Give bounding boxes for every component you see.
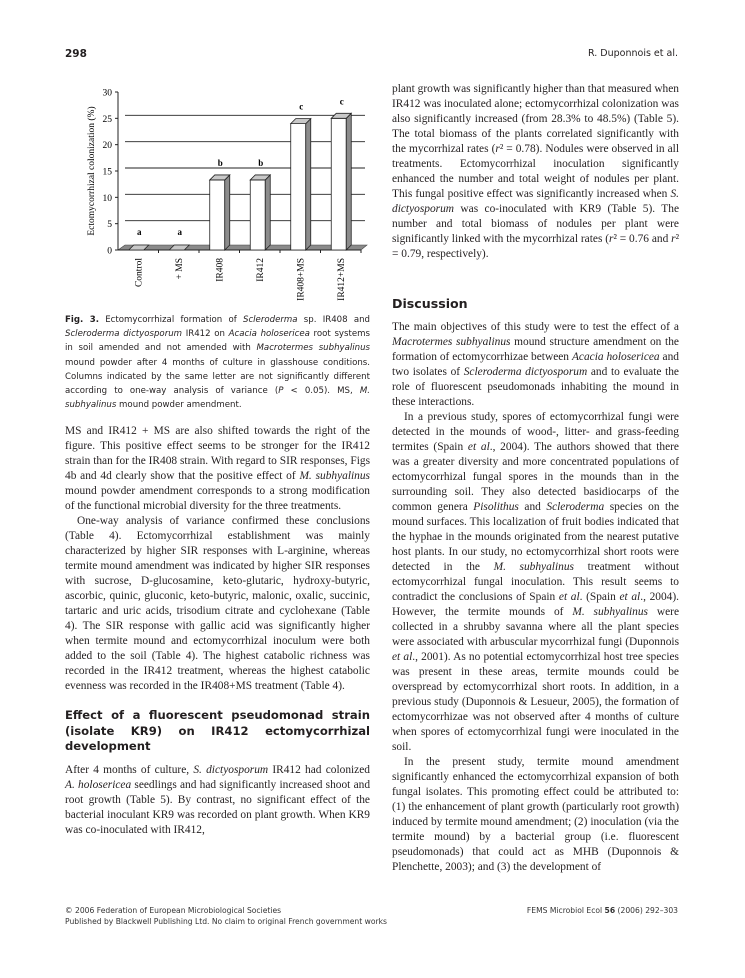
- y-tick-label: 15: [102, 167, 112, 178]
- significance-letter: c: [339, 96, 344, 107]
- paragraph: [392, 410, 679, 755]
- italic-text: r: [671, 233, 676, 245]
- text-run: and: [518, 500, 547, 513]
- text-run: sp. IR408 and: [297, 315, 371, 325]
- italic-text: et al: [619, 590, 641, 603]
- text-run: plant growth was significantly higher than that measured when IR412 was inoculated alone; ectomycorrhizal colonization was also significantly increased (from 28.3% to 48.5%) (Table 5). The total biomass of the plants correlated significantly with the mycorrhizal rates (: [392, 83, 679, 155]
- text-run: treatment without ectomycorrhizal fungal inoculation. This result seems to contradict the conclusions of Spain: [392, 560, 680, 603]
- italic-text: M. subhyalinus: [572, 605, 648, 618]
- text-run: mound powder amendment corresponds to a strong modification of the functional microbial diversity for the three treatments.: [65, 485, 370, 512]
- text-run: seedlings and had significantly increased shoot and root growth (Table 5). By contrast, no significant effect of the bacterial inoculant KR9 was recorded on plant growth. When KR9 was co-inoculated with IR412,: [65, 778, 371, 836]
- text-run: Ectomycorrhizal formation of: [98, 315, 243, 325]
- paragraph: [65, 424, 370, 514]
- text-run: and to evaluate the role of fluorescent pseudomonads inhabiting the mound in these interactions.: [392, 365, 679, 408]
- y-tick-label: 5: [107, 220, 112, 231]
- italic-text: Acacia holosericea: [571, 350, 660, 363]
- right-column: [392, 82, 679, 875]
- italic-text: Pisolithus: [473, 500, 519, 513]
- journal-year-pages: (2006) 292–303: [615, 906, 678, 915]
- text-run: IR412 on: [182, 329, 229, 340]
- text-run: After 4 months of culture,: [65, 763, 194, 776]
- italic-text: Scleroderma dictyosporum: [65, 329, 183, 340]
- y-axis-label: Ectomycorrhizal colonization (%): [87, 106, 97, 236]
- bar-side: [265, 175, 270, 250]
- italic-text: Acacia holosericea: [228, 329, 310, 340]
- significance-letter: a: [177, 227, 182, 237]
- text-run: species on the mound surfaces. This localization of fruit bodies indicated that the hyphae in the mounds originated from the nearest putative host plants. In our study, no ectomycorrhizal short roots were detected in the: [392, 500, 679, 573]
- text-run: ² = 0.76 and: [613, 233, 672, 245]
- paragraph: [392, 755, 679, 875]
- text-run: The main objectives of this study were to test the effect of a: [392, 320, 679, 333]
- page-number: 298: [65, 48, 87, 60]
- left-column: [65, 424, 370, 838]
- text-run: ² = 0.78). Nodules were observed in all treatments. Ectomycorrhizal inoculation significantly enhanced the number and total weight of nodules per plant. This fungal positive effect was significantly increased when: [392, 143, 679, 200]
- text-run: mound powder amendment.: [116, 400, 242, 411]
- paragraph: [65, 514, 370, 694]
- figure-caption: [65, 313, 370, 412]
- italic-text: r: [609, 233, 614, 245]
- running-head: R. Duponnois et al.: [587, 48, 678, 59]
- bar: [291, 124, 306, 250]
- journal-volume: 56: [604, 906, 616, 915]
- journal-name: FEMS Microbiol Ecol: [526, 906, 605, 915]
- italic-text: et al: [558, 590, 580, 603]
- italic-text: M. subhyalinus: [493, 560, 574, 573]
- italic-text: M. subhyalinus: [299, 470, 370, 482]
- italic-text: r: [495, 143, 500, 155]
- text-run: . (Spain: [579, 590, 620, 603]
- text-run: ., 2004). However, the termite mounds of: [392, 590, 679, 618]
- bar: [250, 180, 265, 250]
- bar-side: [306, 119, 311, 250]
- significance-letter: b: [258, 157, 264, 168]
- chart-floor: [118, 245, 367, 250]
- paragraph: [392, 82, 679, 262]
- figure-3-chart: [60, 80, 380, 310]
- italic-text: et al: [467, 440, 490, 453]
- text-run: mound powder after 4 months of culture in glasshouse conditions. Columns indicated by the same letter are not significantly different according to one-way analysis of variance (: [65, 357, 370, 397]
- italic-text: S. dictyosporum: [392, 188, 679, 215]
- caption-text: [65, 315, 370, 410]
- x-tick-label: IR408+MS: [296, 258, 307, 301]
- italic-text: et al: [392, 650, 413, 663]
- significance-letter: c: [299, 101, 304, 112]
- copyright: © 2006 Federation of European Microbiological Societies: [65, 906, 282, 915]
- bar: [331, 118, 346, 250]
- bar-side: [225, 175, 230, 250]
- significance-letter: b: [217, 157, 223, 168]
- italic-text: A. holosericea: [65, 778, 132, 791]
- caption-label: Fig. 3.: [65, 315, 99, 325]
- discussion-heading: Discussion: [392, 296, 468, 311]
- text-run: ., 2004). The authors showed that there was a greater diversity and more concentrated populations of ectomycorrhizal fungal spores in the mounds than in the surrounding soil. They also detected basidiocarps of the common genera: [392, 440, 679, 513]
- text-run: < 0.05). MS,: [283, 386, 360, 397]
- text-run: was co-inoculated with KR9 (Table 5). The number and total biomass of nodules per plant were significantly linked with the mycorrhizal rates (: [392, 203, 679, 245]
- italic-text: S. dictyosporum: [193, 763, 269, 776]
- significance-letter: a: [137, 227, 142, 237]
- footer-left: [65, 905, 387, 927]
- text-run: One-way analysis of variance confirmed these conclusions (Table 4). Ectomycorrhizal establishment was mainly characterized by higher SIR responses with L-arginine, whereas termite mound amendment was indicated by higher SIR responses with sucrose, D-glucosamine, keto-glutaric, hydroxy-butyric, ascorbic, quinic, gluconic, keto-butyric, malonic, oxalic, succinic, tartaric and uric acids, trisodium citrate and cyclohexane (Table 4). The SIR response with gallic acid was significantly higher when termite mound and ectomycorrhizal inoculum were both added to the soil (Table 4). The highest catabolic richness was recorded in the IR412 treatment, whereas the highest catabolic evenness was recorded in the IR408+MS treatment (Table 4).: [65, 515, 370, 692]
- x-tick-label: IR412+MS: [336, 258, 347, 301]
- y-tick-label: 20: [102, 141, 112, 152]
- italic-text: Macrotermes subhyalinus: [392, 335, 511, 348]
- italic-text: P: [278, 386, 284, 397]
- bar-side: [346, 113, 351, 250]
- section-heading: Effect of a fluorescent pseudomonad strain (isolate KR9) on IR412 ectomycorrhizal development: [65, 708, 370, 753]
- italic-text: M. subhyalinus: [65, 386, 370, 411]
- bar: [210, 180, 225, 250]
- y-tick-label: 0: [107, 246, 112, 257]
- italic-text: Scleroderma dictyosporum: [463, 365, 588, 378]
- y-tick-label: 25: [102, 114, 112, 125]
- x-tick-label: IR408: [215, 258, 226, 282]
- x-tick-label: Control: [134, 258, 145, 288]
- text-run: In a previous study, spores of ectomycorrhizal fungi were detected in the mounds of wood-, litter- and grass-feeding termites (Spain: [392, 410, 679, 453]
- italic-text: Scleroderma: [546, 500, 605, 513]
- text-run: In the present study, termite mound amendment significantly enhanced the ectomycorrhizal expansion of both fungal isolates. This promoting effect could be attributed to: (1) the enhancement of plant growth (particularly root growth) induced by termite mound amendment; (2) inoculation (via the termite mound) by a bacterial group (i.e. fluorescent pseudomonads) that could act as MHB (Duponnois & Plenchette, 2003); and (3) the development of: [392, 755, 679, 873]
- y-tick-label: 10: [102, 193, 112, 204]
- text-run: MS and IR412 + MS are also shifted towards the right of the figure. This positive effect seems to be stronger for the IR412 strain than for the IR408 strain. With regard to SIR responses, Figs 4b and 4d clearly show that the positive effect of: [65, 425, 370, 482]
- text-run: ² = 0.79, respectively).: [392, 233, 679, 260]
- text-run: root systems in soil amended and not amended with: [65, 329, 370, 354]
- italic-text: Scleroderma: [242, 315, 298, 325]
- x-tick-label: IR412: [255, 258, 266, 282]
- text-run: mound structure amendment on the formation of ectomycorrhizae between: [392, 335, 679, 363]
- italic-text: Macrotermes subhyalinus: [256, 343, 371, 354]
- text-run: were collected in a shrubby savanna where all the plant species were associated with arbuscular mycorrhizal fungi (Duponnois: [392, 605, 680, 648]
- publisher: Published by Blackwell Publishing Ltd. No claim to original French government works: [65, 917, 387, 926]
- footer-citation: [527, 905, 678, 916]
- paragraph: [65, 763, 370, 838]
- paragraph: [392, 320, 679, 410]
- text-run: and two isolates of: [392, 350, 680, 378]
- text-run: ., 2001). As no potential ectomycorrhizal host tree species was present in these areas, termite mounds could be overspread by ectomycorrhizal short roots. In addition, in a previous study (Duponnois & Lesueur, 2005), the formation of ectomycorrhizae was not observed after 4 months of culture when spores of ectomycorrhizal fungi were inoculated in the soil.: [392, 650, 679, 753]
- text-run: IR412 had colonized: [268, 763, 370, 776]
- x-tick-label: + MS: [174, 258, 185, 280]
- y-tick-label: 30: [102, 88, 112, 99]
